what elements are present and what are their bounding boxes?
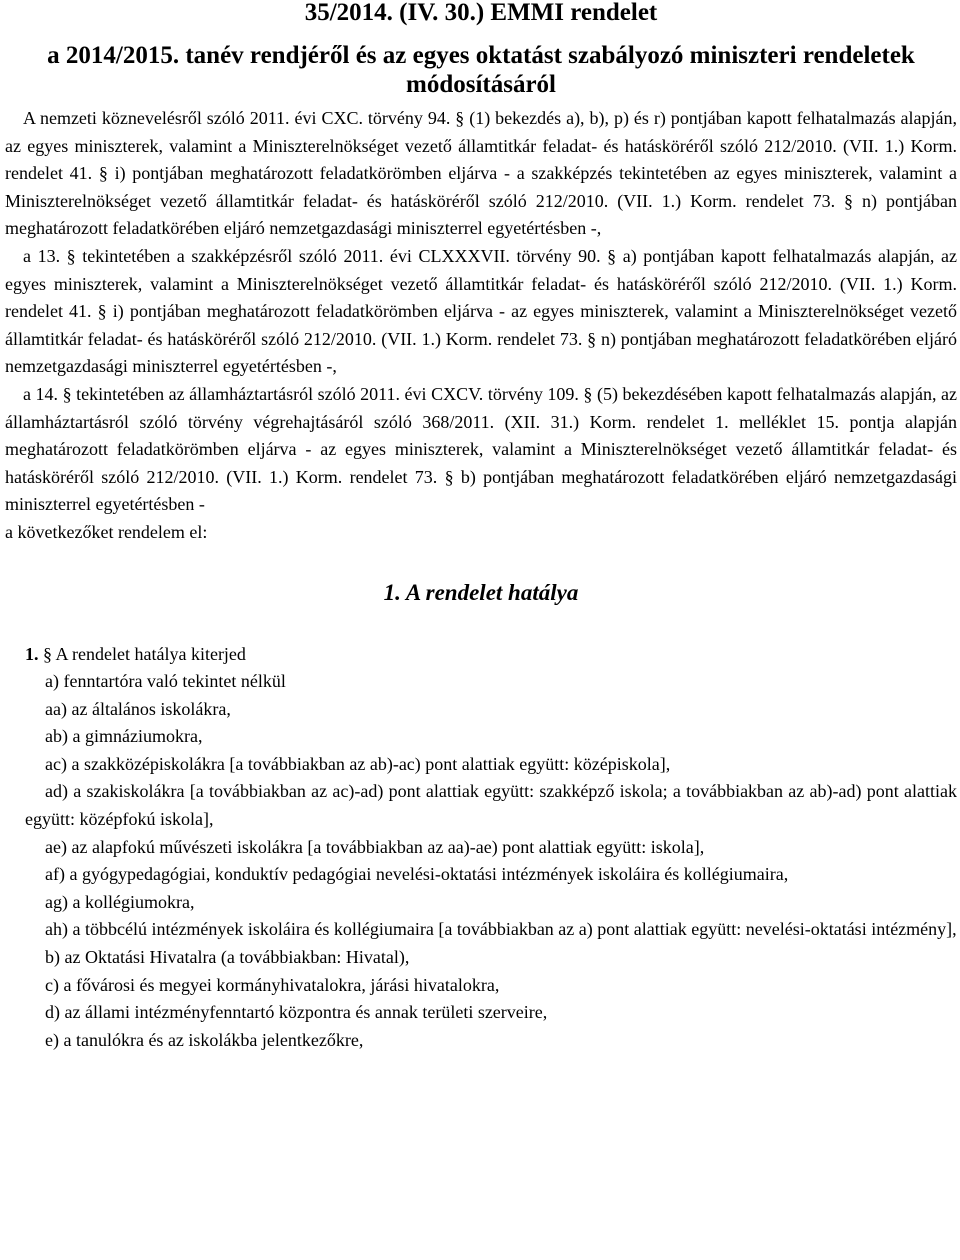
list-item: d) az állami intézményfenntartó központra és annak területi szerveire, (45, 1002, 548, 1023)
paragraph-intro-text: § A rendelet hatálya kiterjed (43, 643, 246, 664)
section-heading: 1. A rendelet hatálya (383, 579, 579, 605)
preamble-end: a következőket rendelem el: (5, 521, 208, 542)
preamble-13: a 13. § tekintetében a szakképzésről szóló 2011. évi CLXXXVII. törvény 90. § a) pontjában kapott felhatalmazás alapján, az egyes miniszterek, valamint a Miniszterelnökséget vezető államtitkár feladat- és hatásköréről szóló 212/2010. (VII. 1.) Korm. rendelet 41. § i) pontjában meghatározott feladatkörömben eljárva - az egyes miniszterek, valamint a Miniszterelnökséget vezető államtitkár feladat- és hatásköréről szóló 212/2010. (VII. 1.) Korm. rendelet 73. § n) pontjában meghatározott feladatkörében eljáró nemzetgazdasági miniszterrel egyetértésben -, (5, 245, 957, 377)
preamble (5, 105, 957, 547)
list-item: ah) a többcélú intézmények iskoláira és kollégiumaira [a továbbiakban az a) pont alattiak együtt: nevelési-oktatási intézmény], (45, 919, 957, 940)
paragraph-intro (25, 641, 957, 669)
list-item: a) fenntartóra való tekintet nélkül (45, 671, 286, 692)
decree-subtitle: a 2014/2015. tanév rendjéről és az egyes oktatást szabályozó miniszteri rendeletek módosításáról (47, 42, 915, 98)
list-item: ab) a gimnáziumokra, (45, 726, 203, 747)
list-item: c) a fővárosi és megyei kormányhivatalokra, járási hivatalokra, (45, 974, 500, 995)
list-item: ad) a szakiskolákra [a továbbiakban az ac)-ad) pont alattiak együtt: szakképző iskola; a továbbiakban az ab)-ad) pont alattiak együtt: középfokú iskola], (25, 781, 957, 830)
decree-title: 35/2014. (IV. 30.) EMMI rendelet (304, 0, 658, 26)
list-item: af) a gyógypedagógiai, konduktív pedagógiai nevelési-oktatási intézmények iskoláira és kollégiumaira, (45, 864, 789, 885)
list-item: aa) az általános iskolákra, (45, 698, 231, 719)
list-item: ag) a kollégiumokra, (45, 891, 195, 912)
preamble-14: a 14. § tekintetében az államháztartásról szóló 2011. évi CXCV. törvény 109. § (5) bekezdésében kapott felhatalmazás alapján, az államháztartásról szóló törvény végrehajtásáról szóló 368/2011. (XII. 31.) Korm. rendelet 1. melléklet 15. pontja alapján meghatározott feladatkörömben eljárva - az egyes miniszterek, valamint a Miniszterelnökséget vezető államtitkár feladat- és hatásköréről szóló 212/2010. (VII. 1.) Korm. rendelet 73. § b) pontjában meghatározott feladatkörében eljáró nemzetgazdasági miniszterrel egyetértésben - (5, 383, 957, 515)
list-item: ae) az alapfokú művészeti iskolákra [a továbbiakban az aa)-ae) pont alattiak együtt: iskola], (45, 836, 705, 857)
paragraph-1 (5, 641, 957, 1055)
list-item: b) az Oktatási Hivatalra (a továbbiakban: Hivatal), (45, 947, 410, 968)
list-item: e) a tanulókra és az iskolákba jelentkezőkre, (45, 1029, 364, 1050)
list-item: ac) a szakközépiskolákra [a továbbiakban az ab)-ac) pont alattiak együtt: középiskola], (45, 753, 671, 774)
preamble-intro: A nemzeti köznevelésről szóló 2011. évi CXC. törvény 94. § (1) bekezdés a), b), p) és r) pontjában kapott felhatalmazás alapján, az egyes miniszterek, valamint a Miniszterelnökséget vezető államtitkár feladat- és hatásköréről szóló 212/2010. (VII. 1.) Korm. rendelet 41. § i) pontjában meghatározott feladatkörömben eljárva - a szakképzés tekintetében az egyes miniszterek, valamint a Miniszterelnökséget vezető államtitkár feladat- és hatásköréről szóló 212/2010. (VII. 1.) Korm. rendelet 73. § n) pontjában meghatározott feladatkörében eljáró nemzetgazdasági miniszterrel egyetértésben -, (5, 108, 957, 239)
paragraph-number: 1. (25, 643, 39, 664)
